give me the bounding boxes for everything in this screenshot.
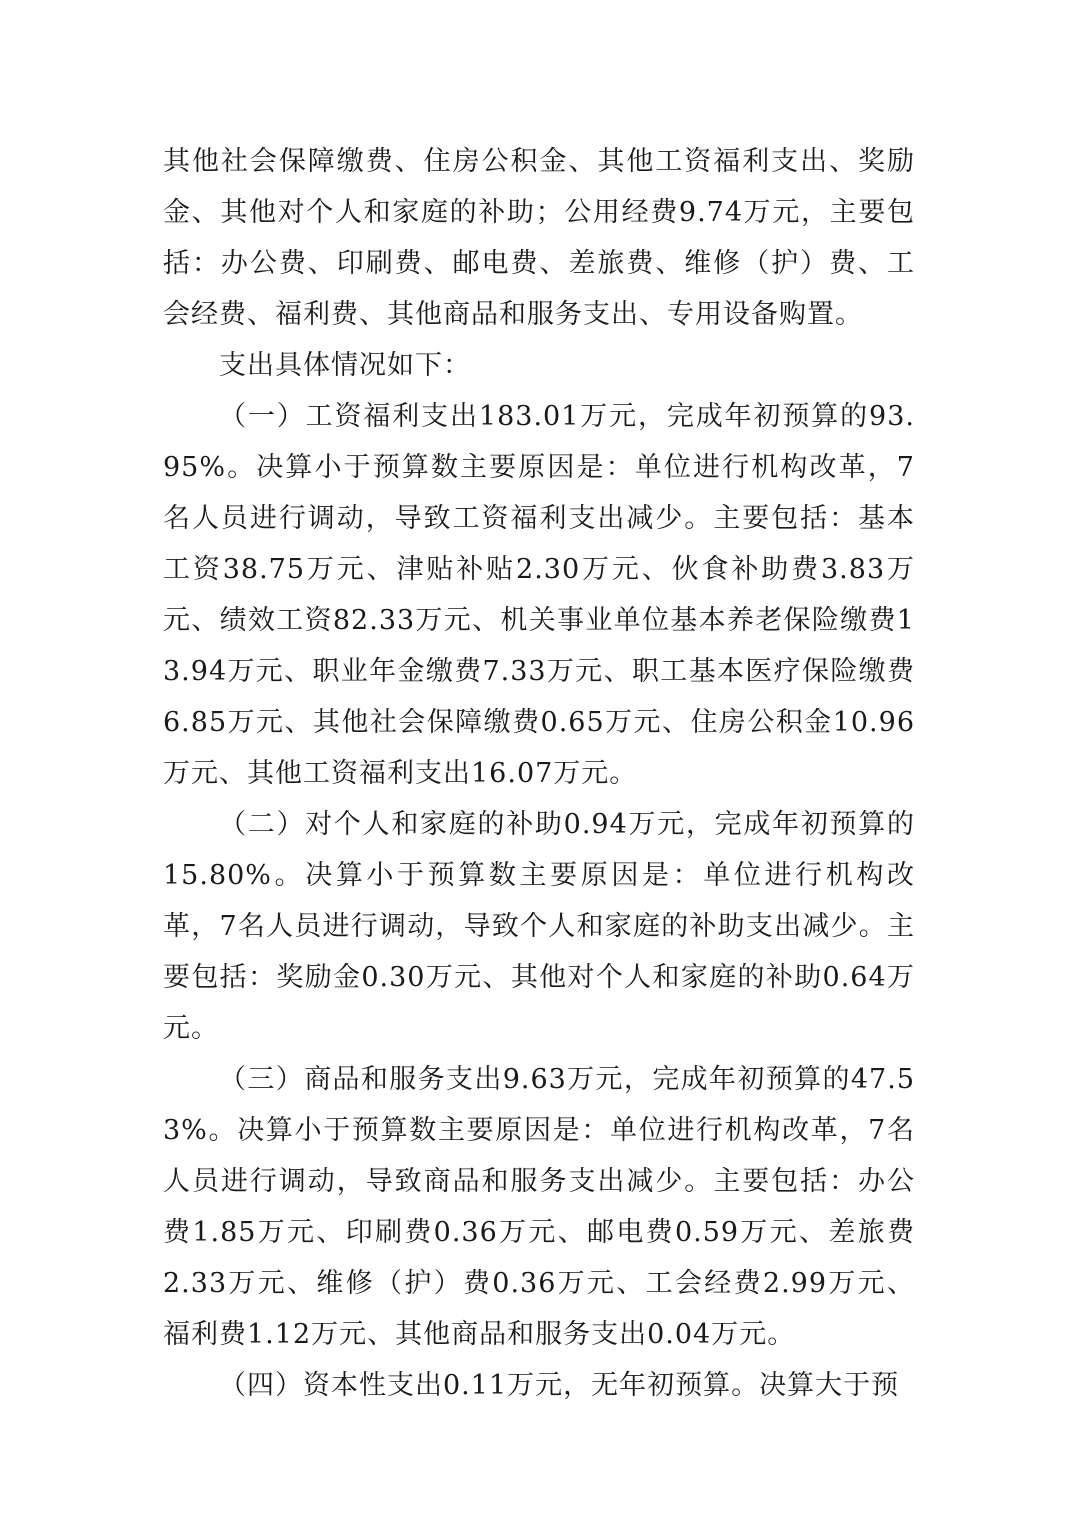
paragraph-section-3-goods-services: （三）商品和服务支出9.63万元，完成年初预算的47.53%。决算小于预算数主要原因是：单位进行机构改革，7名人员进行调动，导致商品和服务支出减少。主要包括：办公费1.85万元、印刷费0.36万元、邮电费0.59万元、差旅费2.33万元、维修（护）费0.36万元、工会经费2.99万元、福利费1.12万元、其他商品和服务支出0.04万元。 <box>163 1064 915 1350</box>
paragraph-section-4-capital: （四）资本性支出0.11万元，无年初预算。决算大于预 <box>219 1370 900 1401</box>
paragraph-intro: 支出具体情况如下： <box>219 350 471 381</box>
paragraph-continuation: 其他社会保障缴费、住房公积金、其他工资福利支出、奖励金、其他对个人和家庭的补助；公用经费9.74万元，主要包括：办公费、印刷费、邮电费、差旅费、维修（护）费、工会经费、福利费、其他商品和服务支出、专用设备购置。 <box>163 146 915 330</box>
document-body <box>163 136 915 1411</box>
paragraph-section-2-household-subsidy: （二）对个人和家庭的补助0.94万元，完成年初预算的15.80%。决算小于预算数主要原因是：单位进行机构改革，7名人员进行调动，导致个人和家庭的补助支出减少。主要包括：奖励金0.30万元、其他对个人和家庭的补助0.64万元。 <box>163 809 915 1044</box>
paragraph-section-1-salary-welfare: （一）工资福利支出183.01万元，完成年初预算的93.95%。决算小于预算数主要原因是：单位进行机构改革，7名人员进行调动，导致工资福利支出减少。主要包括：基本工资38.75万元、津贴补贴2.30万元、伙食补助费3.83万元、绩效工资82.33万元、机关事业单位基本养老保险缴费13.94万元、职业年金缴费7.33万元、职工基本医疗保险缴费6.85万元、其他社会保障缴费0.65万元、住房公积金10.96万元、其他工资福利支出16.07万元。 <box>163 401 915 789</box>
